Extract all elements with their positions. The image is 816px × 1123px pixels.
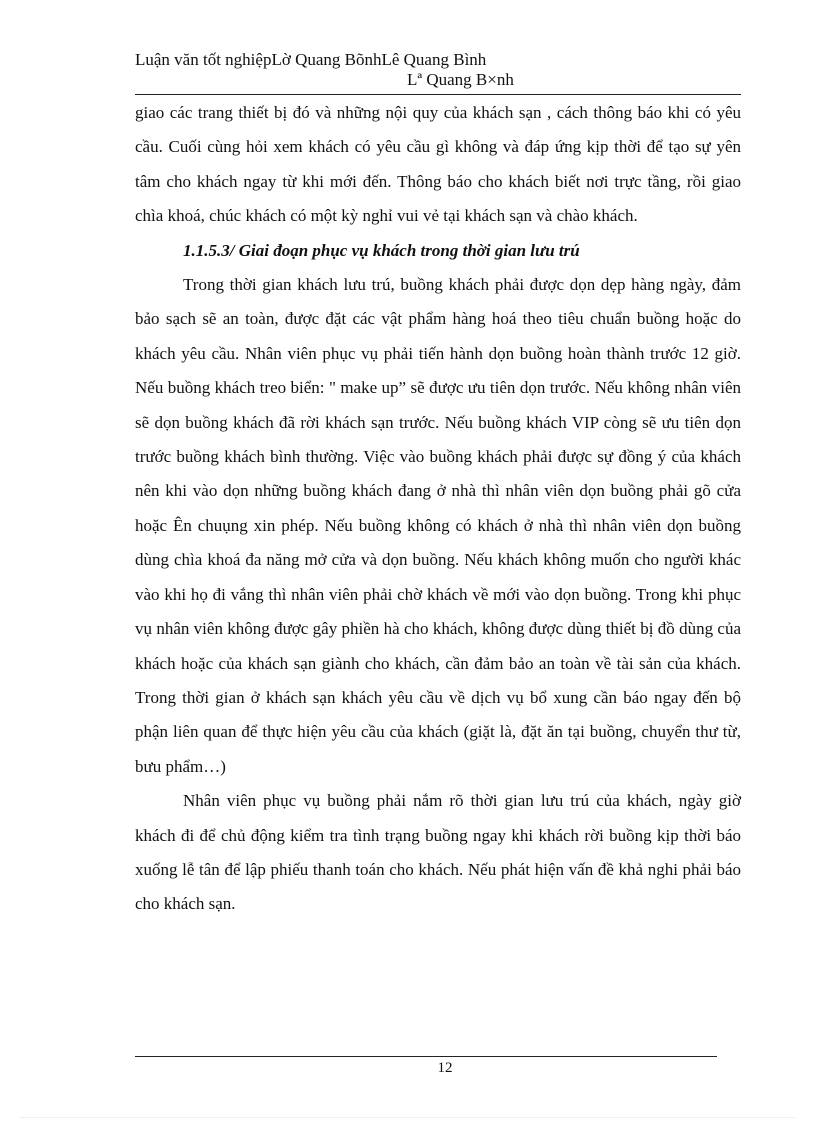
paragraph: Trong thời gian khách lưu trú, buồng khách phải được dọn dẹp hàng ngày, đảm bảo sạch sẽ an toàn, được đặt các vật phẩm hàng hoá theo tiêu chuẩn buồng hoặc do khách yêu cầu. Nhân viên phục vụ phải tiến hành dọn buồng hoàn thành trước 12 giờ. Nếu buồng khách treo biển: " make up” sẽ được ưu tiên dọn trước. Nếu không nhân viên sẽ dọn buồng khách đã rời khách sạn trước. Nếu buồng khách VIP còng sẽ ưu tiên dọn trước buồng khách bình thường. Việc vào buồng khách phải được sự đồng ý của khách nên khi vào dọn những buồng khách đang ở nhà thì nhân viên dọn buồng phải gõ cửa hoặc Ên chuụng xin phép. Nếu buồng không có khách ở nhà thì nhân viên dọn buồng dùng chìa khoá đa năng mở cửa và dọn buồng. Nếu khách không muốn cho người khác vào khi họ đi vắng thì nhân viên phải chờ khách về mới vào dọn buồng. Trong khi phục vụ nhân viên không được gây phiền hà cho khách, không được dùng thiết bị đồ dùng của khách hoặc của khách sạn giành cho khách, cần đảm bảo an toàn về tài sản của khách. Trong thời gian ở khách sạn khách yêu cầu về dịch vụ bổ xung cần báo ngay đến bộ phận liên quan để thực hiện yêu cầu của khách (giặt là, đặt ăn tại buồng, chuyển thư từ, bưu phẩm…)	[135, 275, 741, 776]
section-heading: 1.1.5.3/ Giai đoạn phục vụ khách trong thời gian lưu trú	[183, 240, 580, 260]
page-header	[135, 50, 741, 90]
page-number: 12	[437, 1060, 453, 1076]
header-author-line: Lª Quang B×nh	[407, 70, 514, 89]
header-title-line: Luận văn tốt nghiệpLờ Quang BõnhLê Quang Bình	[135, 50, 487, 69]
page-edge-divider	[20, 1117, 796, 1118]
paragraph-continuation: giao các trang thiết bị đó và những nội quy của khách sạn , cách thông báo khi có yêu cầu. Cuối cùng hỏi xem khách có yêu cầu gì không và đáp ứng kịp thời để tạo sự yên tâm cho khách ngay từ khi mới đến. Thông báo cho khách biết nơi trực tầng, rồi giao chìa khoá, chúc khách có một kỳ nghỉ vui vẻ tại khách sạn và chào khách.	[135, 103, 741, 226]
document-body	[135, 96, 741, 922]
paragraph: Nhân viên phục vụ buồng phải nắm rõ thời gian lưu trú của khách, ngày giờ khách đi để chủ động kiểm tra tình trạng buồng ngay khi khách rời buồng kịp thời báo xuống lễ tân để lập phiếu thanh toán cho khách. Nếu phát hiện vấn đề khả nghi phải báo cho khách sạn.	[135, 791, 741, 914]
footer-divider	[135, 1056, 717, 1057]
header-divider	[135, 94, 741, 95]
